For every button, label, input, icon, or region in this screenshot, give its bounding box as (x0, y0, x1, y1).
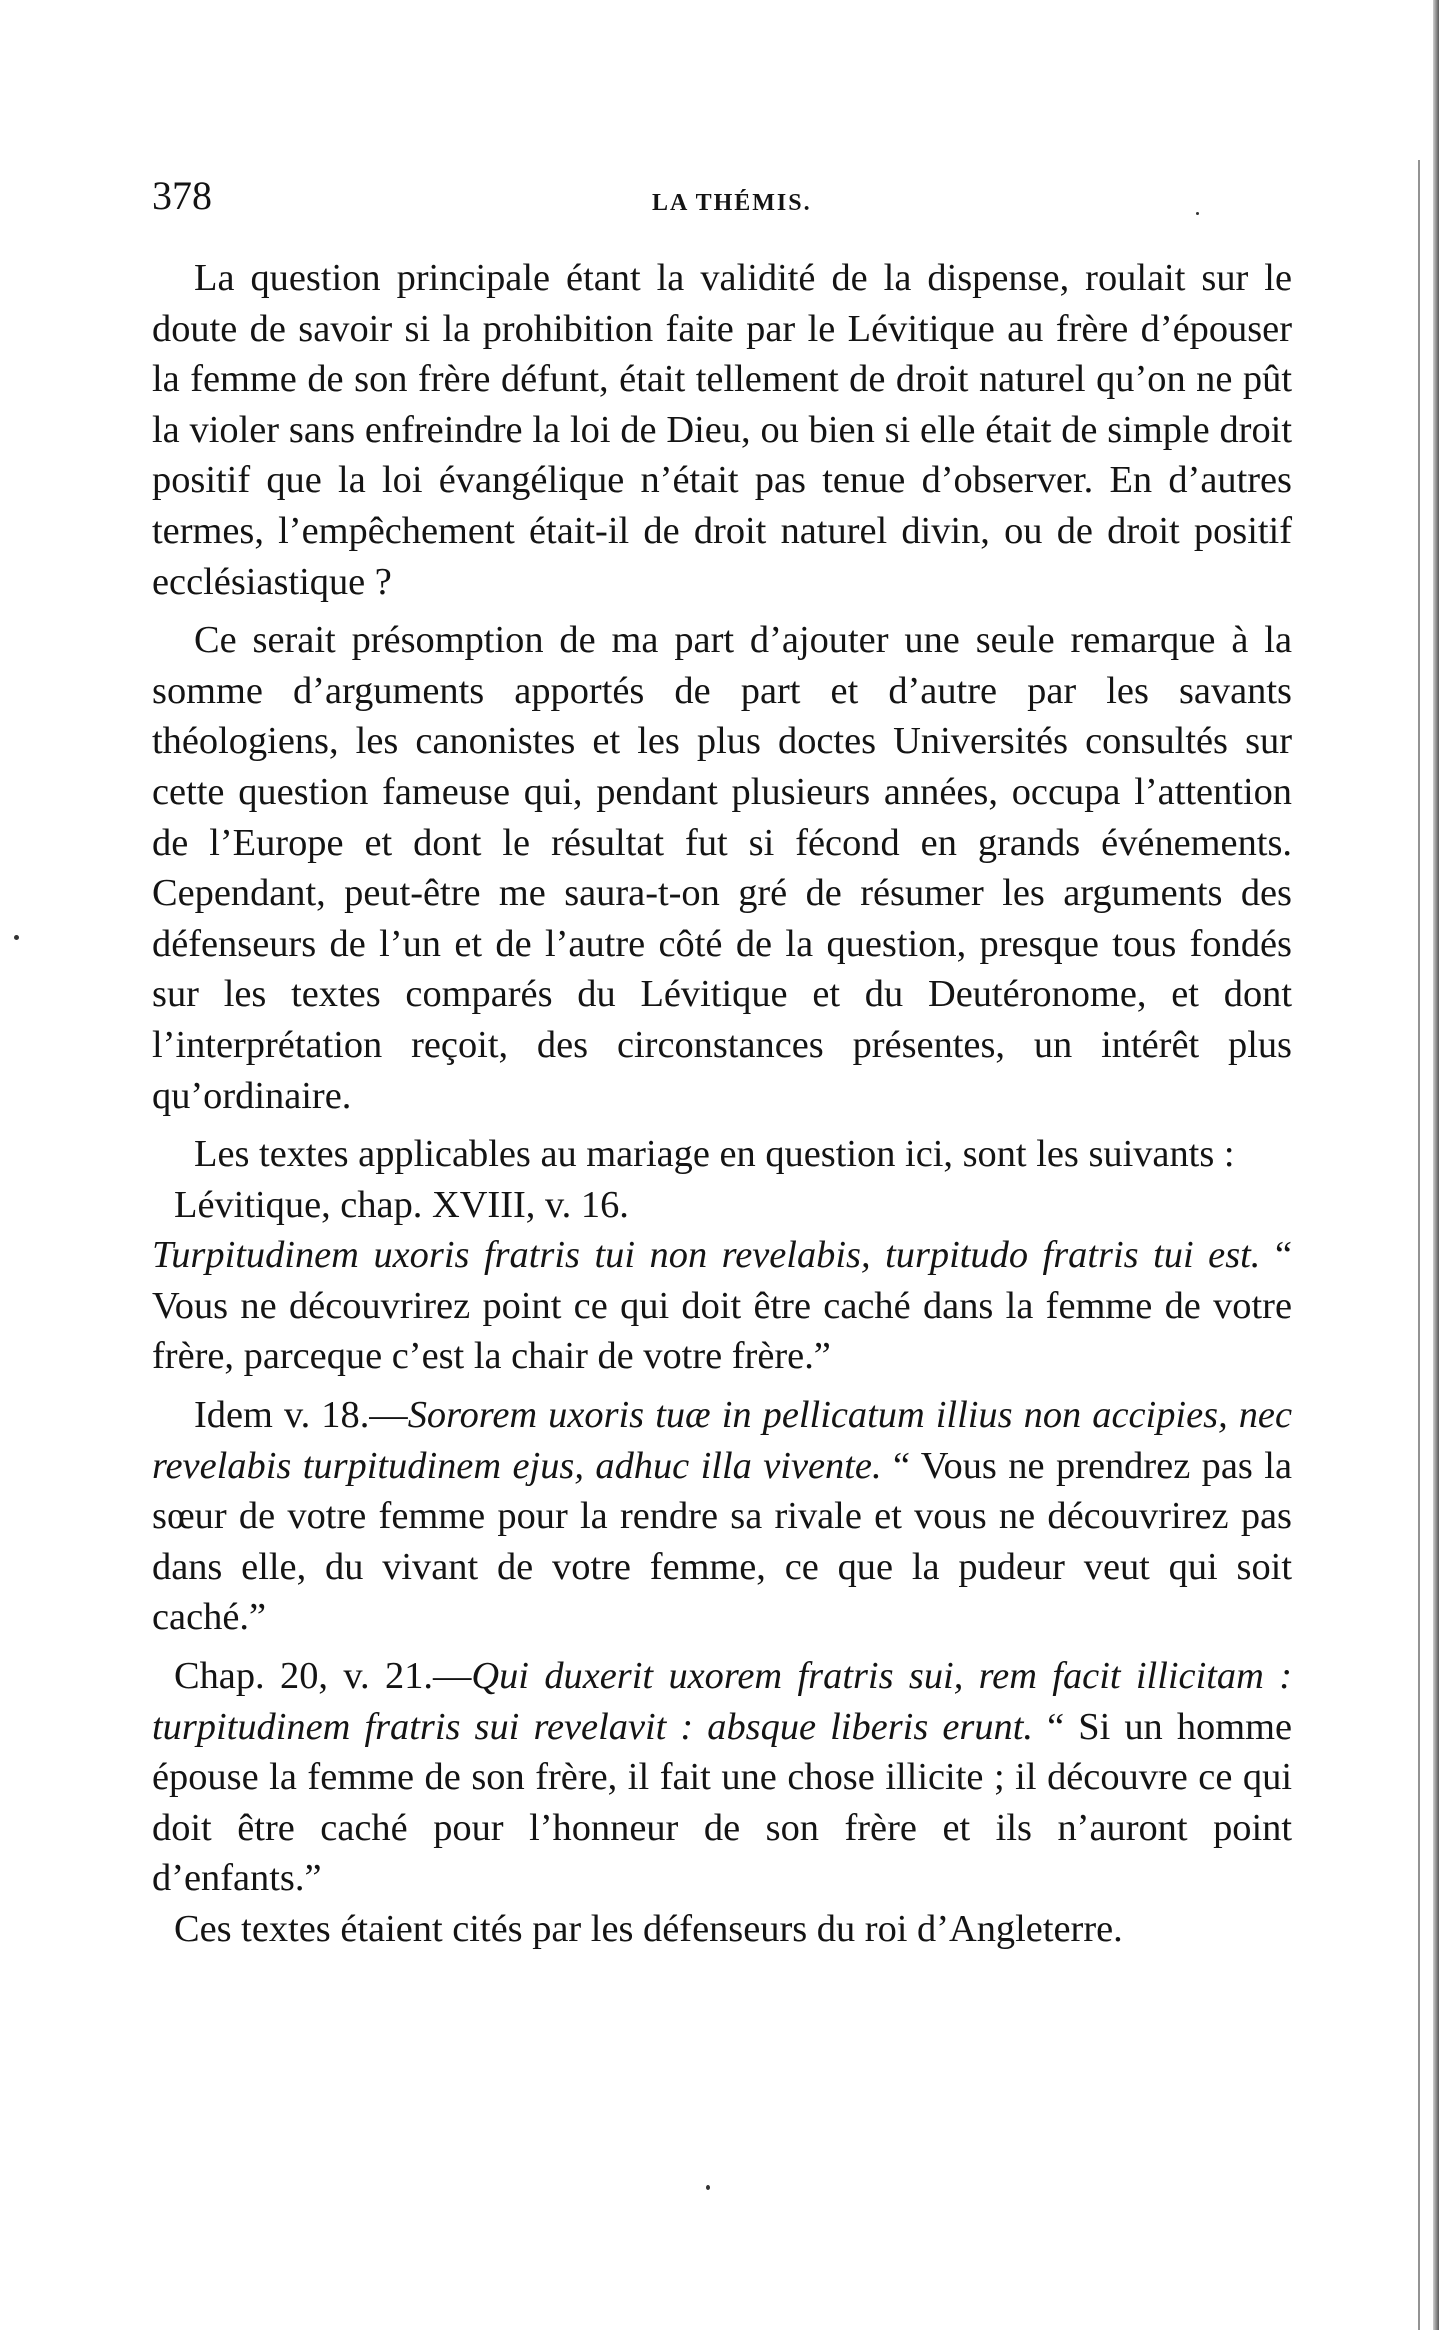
french-translation: “ Si un homme épouse la femme de son frère, il fait une chose illicite ; il découvre ce qui doit être caché pour l’honneur de son frère et ils n’auront point d’enfants.” (152, 1705, 1292, 1900)
reference-label: Idem v. 18.— (194, 1394, 408, 1437)
paragraph-citation-note: Ces textes étaient cités par les défenseurs du roi d’Angleterre. (174, 1908, 1123, 1950)
paragraph-dispense-question: La question principale étant la validité de la dispense, roulait sur le doute de savoir si la prohibition faite par le Lévitique au frère d’épouser la femme de son frère défunt, était tellement de droit naturel qu’on ne pût la violer sans enfreindre la loi de Dieu, ou bien si elle était de simple droit positif que la loi évangélique n’était pas tenue d’observer. En d’autres termes, l’empêchement était-il de droit naturel divin, ou de droit positif ecclésiastique ? (152, 257, 1292, 603)
french-translation: “ Vous ne prendrez pas la sœur de votre femme pour la rendre sa rivale et vous ne découvrirez pas dans elle, du vivant de votre femme, ce que la pudeur veut qui soit caché.” (152, 1444, 1292, 1639)
print-speck (1196, 212, 1199, 215)
print-speck (706, 2185, 710, 2190)
paragraph-arguments-summary: Ce serait présomption de ma part d’ajouter une seule remarque à la somme d’arguments apportés de part et d’autre par les savants théologiens, les canonistes et les plus doctes Universités consultés sur cette question fameuse qui, pendant plusieurs années, occupa l’attention de l’Europe et dont le résultat fut si fécond en grands événements. Cependant, peut-être me saura-t-on gré de résumer les arguments des défenseurs de l’un et de l’autre côté de la question, presque tous fondés sur les textes comparés du Lévitique et du Deutéronome, et dont l’interprétation reçoit, des circonstances présentes, un intérêt plus qu’ordinaire. (152, 619, 1292, 1117)
reference-label: Chap. 20, v. 21.— (174, 1655, 472, 1698)
running-title: LA THÉMIS. (652, 190, 812, 216)
latin-text: Sororem uxoris tuæ in pellicatum illius non accipies, nec revelabis turpitudinem ejus, adhuc illa vivente. (152, 1394, 1293, 1487)
french-translation: “ Vous ne découvrirez point ce qui doit être caché dans la femme de votre frère, parceque c’est la chair de votre frère.” (152, 1234, 1292, 1378)
paragraph-applicable-texts: Les textes applicables au mariage en question ici, sont les suivants : (194, 1133, 1235, 1176)
reference-leviticus-18-16: Lévitique, chap. XVIII, v. 16. (174, 1183, 629, 1226)
quote-leviticus-18-16 (152, 1230, 1292, 1382)
page-edge (1433, 0, 1439, 2330)
page-header (152, 172, 1292, 232)
page-edge-shadow (1418, 160, 1420, 2330)
latin-text: Qui duxerit uxorem fratris sui, rem facit illicitam : turpitudinem fratris sui revelavit : absque liberis erunt. (152, 1655, 1292, 1748)
page-number: 378 (152, 173, 212, 218)
quote-leviticus-18-18 (152, 1390, 1292, 1643)
latin-text: Turpitudinem uxoris fratris tui non revelabis, turpitudo fratris tui est. (152, 1234, 1261, 1277)
print-speck (14, 935, 19, 940)
quote-leviticus-20-21 (152, 1651, 1292, 1904)
body-text (152, 253, 1292, 1955)
